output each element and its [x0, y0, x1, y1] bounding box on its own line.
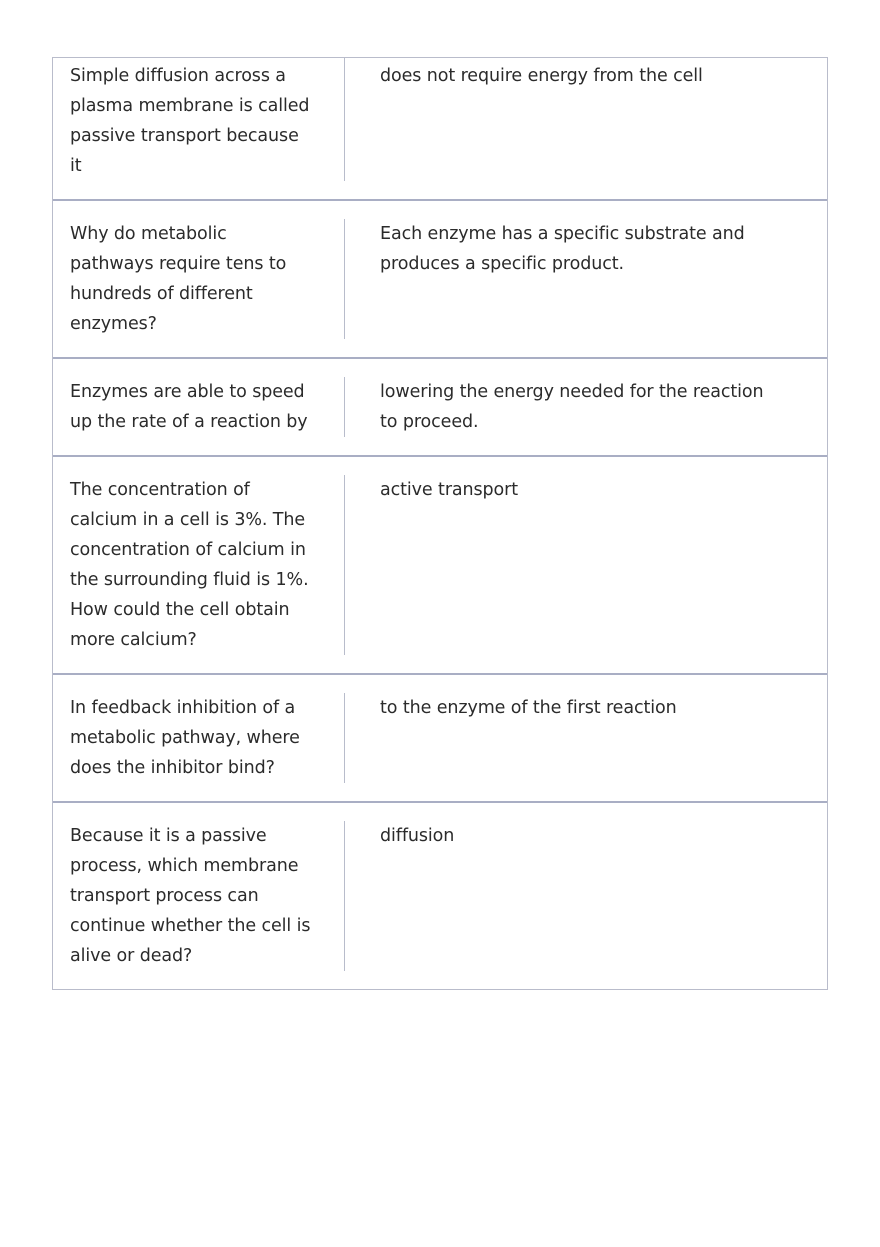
card-definition: does not require energy from the cell — [380, 66, 703, 86]
flashcard-row — [53, 357, 827, 455]
card-definition: active transport — [380, 480, 519, 500]
card-term: Why do metabolic pathways require tens to hundreds of different enzymes? — [70, 224, 287, 334]
column-divider — [344, 58, 345, 181]
flashcard-row — [53, 801, 827, 989]
card-term: The concentration of calcium in a cell is 3%. The concentration of calcium in the surrounding fluid is 1%. How could the cell obtain more calcium? — [70, 480, 309, 650]
card-term: Enzymes are able to speed up the rate of a reaction by — [70, 382, 308, 432]
card-term: In feedback inhibition of a metabolic pathway, where does the inhibitor bind? — [70, 698, 300, 778]
column-divider — [344, 219, 345, 339]
card-definition: Each enzyme has a specific substrate and produces a specific product. — [380, 224, 745, 274]
column-divider — [344, 821, 345, 971]
card-term: Because it is a passive process, which membrane transport process can continue whether the cell is alive or dead? — [70, 826, 311, 966]
card-definition: to the enzyme of the first reaction — [380, 698, 677, 718]
flashcard-list — [52, 57, 828, 990]
flashcard-row — [53, 199, 827, 357]
card-definition: diffusion — [380, 826, 455, 846]
flashcard-row — [53, 673, 827, 801]
column-divider — [344, 693, 345, 783]
column-divider — [344, 475, 345, 655]
flashcard-row — [53, 58, 827, 199]
column-divider — [344, 377, 345, 437]
card-term: Simple diffusion across a plasma membrane is called passive transport because it — [70, 66, 310, 176]
flashcard-row — [53, 455, 827, 673]
card-definition: lowering the energy needed for the reaction to proceed. — [380, 382, 764, 432]
